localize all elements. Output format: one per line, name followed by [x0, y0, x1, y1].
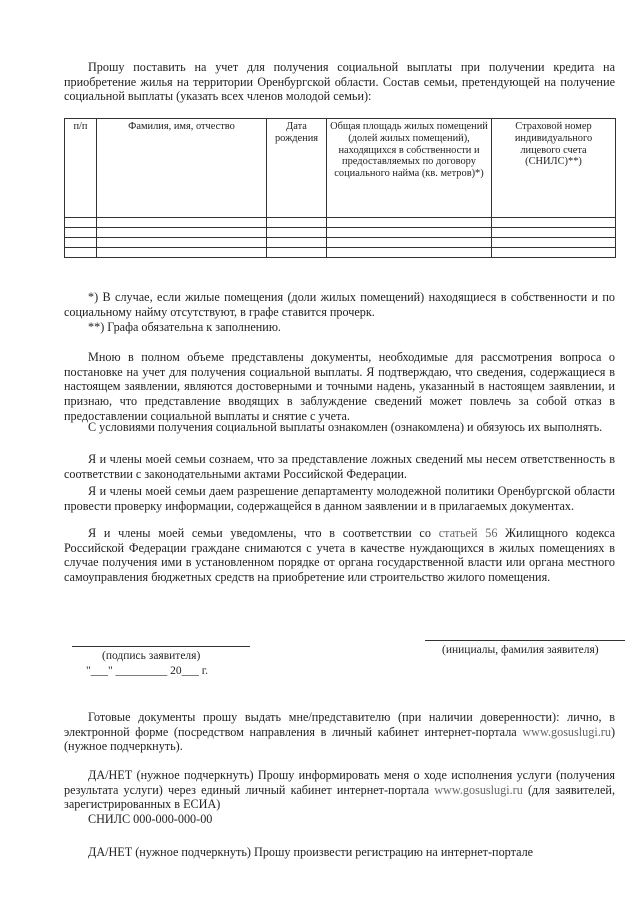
- gosuslugi-link-notify[interactable]: www.gosuslugi.ru: [434, 782, 523, 797]
- declaration-paragraph-5: Я и члены моей семьи уведомлены, что в соответствии со статьей 56 Жилищного кодекса Российской Федерации граждане снимаются с учета в качестве нуждающихся в жилых помещениях в случае получения ими в установленном порядке от органа государственной власти или органа местного самоуправления бюджетных средств на приобретение или строительство жилого помещения.: [64, 526, 615, 585]
- snils-line: СНИЛС 000-000-000-00: [88, 812, 213, 826]
- column-header-fullname: Фамилия, имя, отчество: [97, 119, 267, 218]
- column-header-birthdate: Дата рождения: [267, 119, 327, 218]
- notify-paragraph: ДА/НЕТ (нужное подчеркнуть) Прошу информировать меня о ходе исполнения услуги (получения результата услуги) через единый личный кабинет интернет-портала www.gosuslugi.ru (для заявителей, зарегистрированных в ЕСИА): [64, 768, 615, 812]
- family-members-table: [64, 118, 616, 258]
- footnote-1: *) В случае, если жилые помещения (доли жилых помещений) находящиеся в собственности и по социальному найму отсутствуют, в графе ставится прочерк.: [64, 290, 615, 319]
- table-row: [65, 228, 616, 238]
- signature-line: [72, 646, 250, 647]
- table-row: [65, 248, 616, 258]
- table-header-row: [65, 119, 616, 218]
- signature-label: (подпись заявителя): [102, 650, 201, 662]
- register-paragraph: ДА/НЕТ (нужное подчеркнуть) Прошу произвести регистрацию на интернет-портале: [88, 845, 534, 859]
- declaration-paragraph-1: Мною в полном объеме представлены документы, необходимые для рассмотрения вопроса о постановке на учет для получения социальной выплаты. Я подтверждаю, что сведения, содержащиеся в настоящем заявлении, являются достоверными и точными надень, указанный в настоящем заявлении, и признаю, что представление вводящих в заблуждение сведений может повлечь за собой отказ в предоставлении социальной выплаты и снятие с учета.: [64, 350, 615, 423]
- name-label: (инициалы, фамилия заявителя): [442, 644, 599, 656]
- table-row: [65, 238, 616, 248]
- declaration-paragraph-2: С условиями получения социальной выплаты ознакомлен (ознакомлена) и обязуюсь их выполнять.: [88, 420, 603, 434]
- delivery-paragraph: Готовые документы прошу выдать мне/представителю (при наличии доверенности): лично, в электронной форме (посредством направления в личный кабинет интернет-портала www.gosuslugi.ru) (нужное подчеркнуть).: [64, 710, 615, 754]
- declaration-paragraph-3: Я и члены моей семьи сознаем, что за представление ложных сведений мы несем ответственность в соответствии с законодательными актами Российской Федерации.: [64, 452, 615, 481]
- column-header-snils: Страховой номер индивидуального лицевого счета (СНИЛС)**): [492, 119, 616, 218]
- declaration-paragraph-4: Я и члены моей семьи даем разрешение департаменту молодежной политики Оренбургской области провести проверку информации, содержащейся в данном заявлении и в прилагаемых документах.: [64, 484, 615, 513]
- table-row: [65, 218, 616, 228]
- article-56-link[interactable]: статьей 56: [438, 526, 498, 540]
- column-header-number: п/п: [65, 119, 97, 218]
- intro-paragraph: Прошу поставить на учет для получения социальной выплаты при получении кредита на приобретение жилья на территории Оренбургской области. Состав семьи, претендующей на получение социальной выплаты (указать всех членов молодой семьи):: [64, 60, 615, 104]
- name-line: [425, 640, 625, 641]
- gosuslugi-link[interactable]: www.gosuslugi.ru: [522, 724, 611, 739]
- footnote-2: **) Графа обязательна к заполнению.: [88, 320, 281, 334]
- date-line: "___" _________ 20___ г.: [86, 665, 209, 677]
- column-header-living-area: Общая площадь жилых помещений (долей жилых помещений), находящихся в собственности и предоставляемых по договору социального найма (кв. метров)*): [327, 119, 492, 218]
